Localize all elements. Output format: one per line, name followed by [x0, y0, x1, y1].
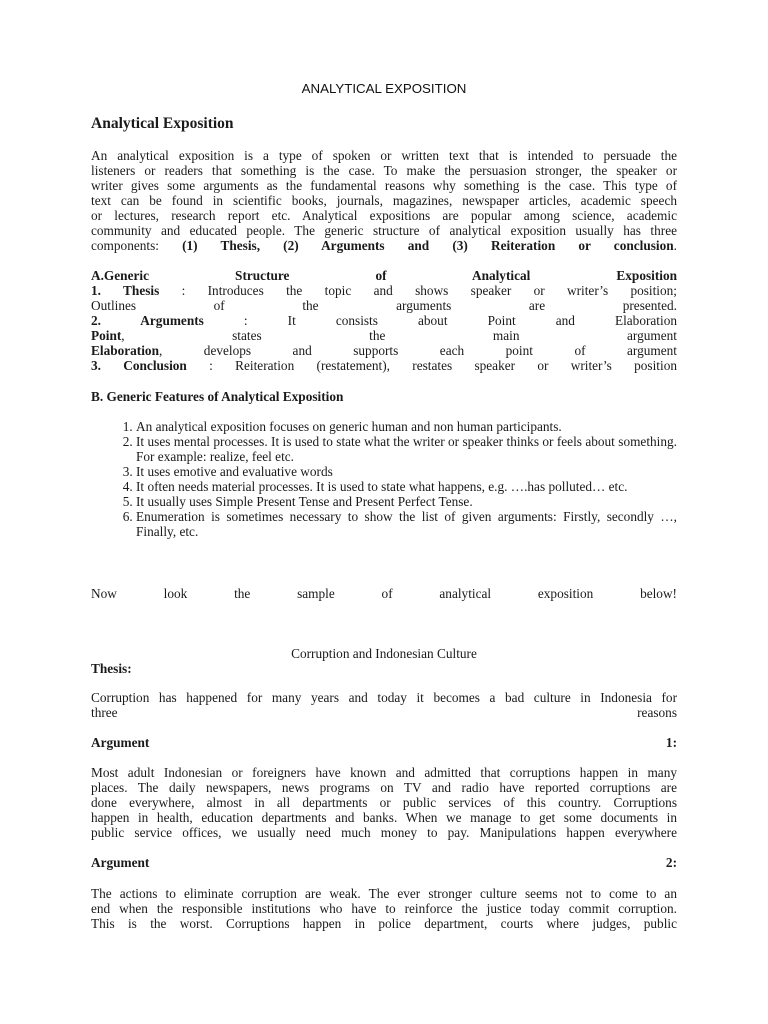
intro-components-suffix: . — [673, 238, 677, 253]
argument-line: done everywhere, almost in all departments or public services of this country. Corruptions — [91, 795, 677, 810]
structure-conclusion — [91, 358, 677, 373]
argument-line: Most adult Indonesian or foreigners have known and admitted that corruptions happen in many — [91, 765, 677, 780]
intro-components-bold: (1) Thesis, (2) Arguments and (3) Reiteration or conclusion — [182, 238, 674, 253]
features-heading: B. Generic Features of Analytical Exposition — [91, 389, 344, 404]
structure-thesis — [91, 283, 677, 298]
sample-title: Corruption and Indonesian Culture — [291, 646, 477, 661]
document-title: ANALYTICAL EXPOSITION — [301, 81, 467, 96]
structure-point — [91, 328, 677, 343]
argument-line: happen in health, education departments and banks. When we manage to get some documents in — [91, 810, 677, 825]
elaboration-label: Elaboration — [91, 343, 159, 358]
argument-2-label: Argument 2: — [91, 855, 677, 870]
sample-intro-line: Now look the sample of analytical exposition below! — [91, 586, 677, 601]
list-item: 1. An analytical exposition focuses on generic human and non human participants. — [136, 419, 677, 434]
argument-2-paragraph — [91, 886, 677, 931]
conclusion-text: : Reiteration (restatement), restates speaker or writer’s position — [209, 358, 677, 373]
intro-line: community and educated people. The generic structure of analytical exposition usually has three — [91, 223, 677, 238]
generic-features — [91, 389, 677, 539]
arguments-text: : It consists about Point and Elaboration — [243, 313, 677, 328]
intro-line: An analytical exposition is a type of spoken or written text that is intended to persuade the — [91, 148, 677, 163]
intro-line: text can be found in scientific books, journals, magazines, newspaper articles, academic speech — [91, 193, 677, 208]
argument-line: This is the worst. Corruptions happen in police department, courts where judges, public — [91, 916, 677, 931]
list-item: 2. It uses mental processes. It is used to state what the writer or speaker thinks or feels about something. For example: realize, feel etc. — [136, 434, 677, 464]
list-item: 4. It often needs material processes. It is used to state what happens, e.g. ….has polluted… etc. — [136, 479, 677, 494]
thesis-label: 1. Thesis — [91, 283, 160, 298]
elaboration-text: , develops and supports each point of argument — [158, 343, 677, 358]
point-text: , states the main argument — [121, 328, 677, 343]
section-heading: Analytical Exposition — [91, 115, 234, 132]
structure-heading: A.Generic Structure of Analytical Exposition — [91, 268, 677, 283]
intro-line: writer gives some arguments as the fundamental reasons why something is the case. This type of — [91, 178, 677, 193]
generic-structure — [91, 268, 677, 373]
argument-line: places. The daily newspapers, news programs on TV and radio have reported corruptions are — [91, 780, 677, 795]
argument-line: end when the responsible institutions who have to reinforce the justice today commit corruption. — [91, 901, 677, 916]
intro-line: or lectures, research report etc. Analytical expositions are popular among science, academic — [91, 208, 677, 223]
arguments-label: 2. Arguments — [91, 313, 204, 328]
point-label: Point — [91, 328, 122, 343]
thesis-line: Corruption has happened for many years and today it becomes a bad culture in Indonesia for — [91, 690, 677, 705]
argument-1-paragraph — [91, 765, 677, 840]
thesis-line: three reasons — [91, 705, 677, 720]
sample-thesis-label: Thesis: — [91, 661, 132, 676]
structure-arguments — [91, 313, 677, 328]
sample-thesis-paragraph — [91, 690, 677, 720]
structure-elaboration — [91, 343, 677, 358]
list-item: 3. It uses emotive and evaluative words — [136, 464, 677, 479]
intro-line-last — [91, 238, 677, 253]
argument-line: public service offices, we usually need much money to pay. Manipulations happen everywhere — [91, 825, 677, 840]
features-list — [91, 419, 677, 539]
conclusion-label: 3. Conclusion — [91, 358, 187, 373]
list-item: 6. Enumeration is sometimes necessary to show the list of given arguments: Firstly, secondly …, Finally, etc. — [136, 509, 677, 539]
argument-1-label: Argument 1: — [91, 735, 677, 750]
intro-components-prefix: components: — [91, 238, 159, 253]
argument-line: The actions to eliminate corruption are weak. The ever stronger culture seems not to come to an — [91, 886, 677, 901]
thesis-continuation: Outlines of the arguments are presented. — [91, 298, 677, 313]
list-item: 5. It usually uses Simple Present Tense and Present Perfect Tense. — [136, 494, 677, 509]
intro-paragraph — [91, 148, 677, 253]
thesis-text: : Introduces the topic and shows speaker or writer’s position; — [181, 283, 677, 298]
intro-line: listeners or readers that something is the case. To make the persuasion stronger, the speaker or — [91, 163, 677, 178]
